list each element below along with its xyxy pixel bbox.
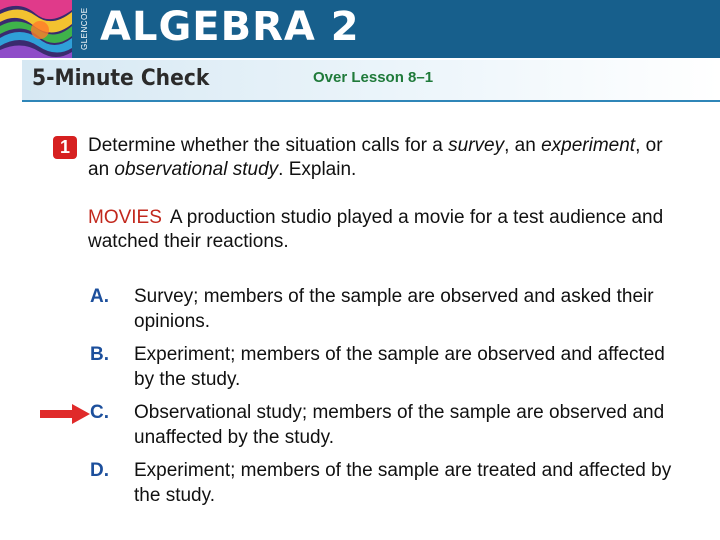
choice-letter: B.: [90, 344, 109, 365]
choice-text: Survey; members of the sample are observed and asked their opinions.: [134, 286, 654, 332]
choice-letter: D.: [90, 460, 109, 481]
prompt-experiment: experiment: [541, 135, 636, 156]
prompt-text: . Explain.: [278, 159, 357, 180]
answer-choice-d[interactable]: [90, 458, 690, 508]
scenario-text: A production studio played a movie for a test audience and watched their reactions.: [88, 207, 664, 252]
question-prompt: [88, 134, 688, 182]
scenario: [88, 206, 688, 254]
page-title: ALGEBRA 2: [100, 4, 360, 50]
header-bar: [0, 0, 720, 58]
answer-choice-c[interactable]: [90, 400, 690, 450]
answer-choice-a[interactable]: [90, 284, 690, 334]
prompt-text: , an: [504, 135, 542, 156]
prompt-text: Determine whether the situation calls for a: [88, 135, 449, 156]
scenario-tag: MOVIES: [88, 207, 162, 228]
publisher-label: GLENCOE: [80, 7, 89, 50]
answer-arrow-icon: [40, 404, 90, 424]
prompt-observational: observational study: [114, 159, 279, 180]
prompt-survey: survey: [448, 135, 505, 156]
choice-letter: A.: [90, 286, 109, 307]
choice-letter: C.: [90, 402, 109, 423]
choice-text: Observational study; members of the sample are observed and unaffected by the study.: [134, 402, 665, 448]
lesson-label: Over Lesson 8–1: [313, 69, 434, 86]
question-number-badge: 1: [53, 136, 77, 159]
prompt-text: , or an: [88, 135, 663, 180]
choice-text: Experiment; members of the sample are treated and affected by the study.: [134, 460, 672, 506]
section-title: 5-Minute Check: [32, 66, 210, 91]
answer-choice-b[interactable]: [90, 342, 690, 392]
choice-text: Experiment; members of the sample are observed and affected by the study.: [134, 344, 665, 390]
swirl-logo-icon: [0, 0, 72, 58]
subheader-divider: [22, 100, 720, 102]
